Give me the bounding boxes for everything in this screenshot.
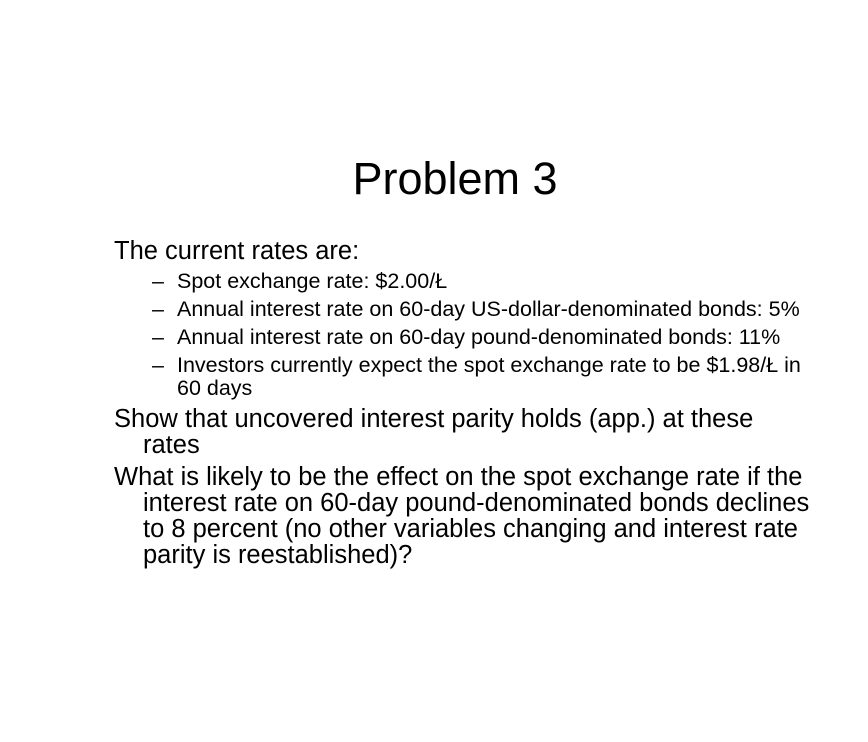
question-effect: What is likely to be the effect on the spot exchange rate if the interest rate on 60-day pound-denominated bonds declines to 8 percent (no other variables changing and interest rate parity is reestablished)?: [114, 463, 810, 569]
rate-text: Investors currently expect the spot exchange rate to be $1.98/Ł in 60 days: [177, 353, 801, 400]
rate-text: Spot exchange rate: $2.00/Ł: [177, 269, 448, 293]
intro-text: The current rates are:: [114, 237, 360, 265]
rate-item: [114, 354, 814, 400]
slide-body: [114, 238, 814, 574]
rate-text: Annual interest rate on 60-day pound-denominated bonds: 11%: [177, 325, 781, 349]
rate-item: [114, 298, 814, 321]
rate-item: [114, 326, 814, 349]
rate-item: [114, 270, 814, 293]
question-uip: Show that uncovered interest parity holds (app.) at these rates: [114, 405, 754, 459]
dash-bullet: –: [152, 269, 164, 293]
dash-bullet: –: [152, 325, 164, 349]
slide-title: Problem 3: [352, 153, 558, 204]
dash-bullet: –: [152, 353, 164, 377]
rates-list: [114, 270, 814, 400]
dash-bullet: –: [152, 297, 164, 321]
rate-text: Annual interest rate on 60-day US-dollar-denominated bonds: 5%: [177, 297, 800, 321]
